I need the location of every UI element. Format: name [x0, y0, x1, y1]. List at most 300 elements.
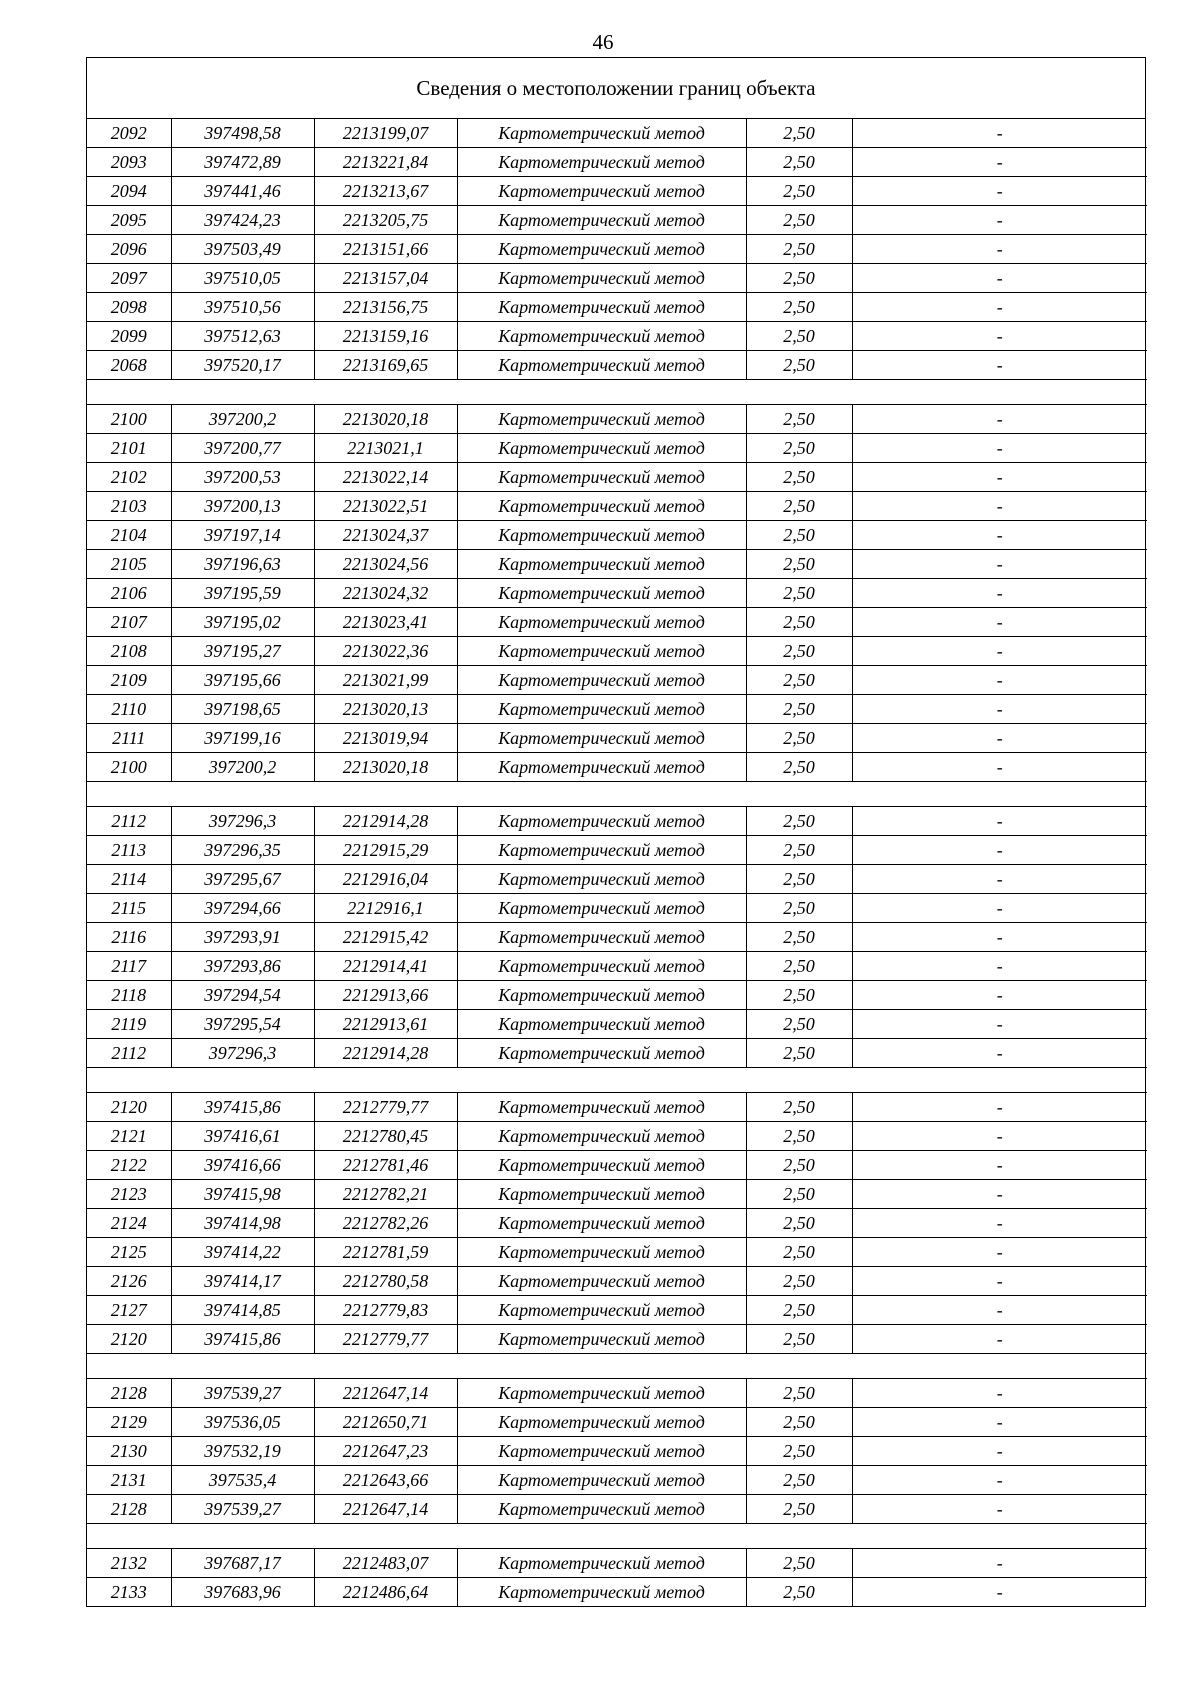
x-coordinate-cell: 397416,66	[171, 1151, 314, 1180]
method-cell: Картометрический метод	[457, 608, 746, 637]
method-cell: Картометрический метод	[457, 1578, 746, 1607]
point-number-cell: 2121	[87, 1122, 171, 1151]
x-coordinate-cell: 397198,65	[171, 695, 314, 724]
method-cell: Картометрический метод	[457, 1296, 746, 1325]
coordinates-table	[87, 119, 1147, 1606]
group-separator-row	[87, 1354, 1147, 1379]
method-cell: Картометрический метод	[457, 1549, 746, 1578]
description-cell: -	[852, 1267, 1147, 1296]
y-coordinate-cell: 2212647,14	[314, 1379, 457, 1408]
accuracy-cell: 2,50	[746, 1180, 852, 1209]
method-cell: Картометрический метод	[457, 695, 746, 724]
y-coordinate-cell: 2212781,59	[314, 1238, 457, 1267]
description-cell: -	[852, 1549, 1147, 1578]
accuracy-cell: 2,50	[746, 1578, 852, 1607]
method-cell: Картометрический метод	[457, 1495, 746, 1524]
description-cell: -	[852, 1010, 1147, 1039]
y-coordinate-cell: 2213151,66	[314, 235, 457, 264]
description-cell: -	[852, 724, 1147, 753]
y-coordinate-cell: 2213019,94	[314, 724, 457, 753]
x-coordinate-cell: 397415,86	[171, 1325, 314, 1354]
table-row	[87, 293, 1147, 322]
x-coordinate-cell: 397532,19	[171, 1437, 314, 1466]
y-coordinate-cell: 2212915,29	[314, 836, 457, 865]
accuracy-cell: 2,50	[746, 836, 852, 865]
point-number-cell: 2126	[87, 1267, 171, 1296]
x-coordinate-cell: 397539,27	[171, 1495, 314, 1524]
description-cell: -	[852, 923, 1147, 952]
point-number-cell: 2108	[87, 637, 171, 666]
x-coordinate-cell: 397510,05	[171, 264, 314, 293]
method-cell: Картометрический метод	[457, 1466, 746, 1495]
point-number-cell: 2112	[87, 1039, 171, 1068]
x-coordinate-cell: 397195,02	[171, 608, 314, 637]
method-cell: Картометрический метод	[457, 521, 746, 550]
point-number-cell: 2099	[87, 322, 171, 351]
description-cell: -	[852, 434, 1147, 463]
description-cell: -	[852, 695, 1147, 724]
y-coordinate-cell: 2212914,28	[314, 807, 457, 836]
accuracy-cell: 2,50	[746, 807, 852, 836]
method-cell: Картометрический метод	[457, 1209, 746, 1238]
y-coordinate-cell: 2212650,71	[314, 1408, 457, 1437]
accuracy-cell: 2,50	[746, 235, 852, 264]
y-coordinate-cell: 2213020,18	[314, 405, 457, 434]
x-coordinate-cell: 397683,96	[171, 1578, 314, 1607]
method-cell: Картометрический метод	[457, 322, 746, 351]
description-cell: -	[852, 579, 1147, 608]
accuracy-cell: 2,50	[746, 1549, 852, 1578]
method-cell: Картометрический метод	[457, 1093, 746, 1122]
y-coordinate-cell: 2213020,18	[314, 753, 457, 782]
table-row	[87, 695, 1147, 724]
y-coordinate-cell: 2213169,65	[314, 351, 457, 380]
x-coordinate-cell: 397536,05	[171, 1408, 314, 1437]
table-row	[87, 1209, 1147, 1238]
point-number-cell: 2111	[87, 724, 171, 753]
accuracy-cell: 2,50	[746, 405, 852, 434]
point-number-cell: 2100	[87, 753, 171, 782]
method-cell: Картометрический метод	[457, 894, 746, 923]
accuracy-cell: 2,50	[746, 1209, 852, 1238]
page-number: 46	[592, 30, 614, 54]
description-cell: -	[852, 177, 1147, 206]
description-cell: -	[852, 1209, 1147, 1238]
y-coordinate-cell: 2213159,16	[314, 322, 457, 351]
point-number-cell: 2104	[87, 521, 171, 550]
accuracy-cell: 2,50	[746, 550, 852, 579]
y-coordinate-cell: 2212913,61	[314, 1010, 457, 1039]
table-row	[87, 1408, 1147, 1437]
accuracy-cell: 2,50	[746, 865, 852, 894]
accuracy-cell: 2,50	[746, 923, 852, 952]
description-cell: -	[852, 322, 1147, 351]
point-number-cell: 2131	[87, 1466, 171, 1495]
accuracy-cell: 2,50	[746, 1408, 852, 1437]
table-row	[87, 981, 1147, 1010]
table-row	[87, 405, 1147, 434]
point-number-cell: 2129	[87, 1408, 171, 1437]
x-coordinate-cell: 397414,98	[171, 1209, 314, 1238]
point-number-cell: 2114	[87, 865, 171, 894]
method-cell: Картометрический метод	[457, 1151, 746, 1180]
y-coordinate-cell: 2213022,51	[314, 492, 457, 521]
accuracy-cell: 2,50	[746, 351, 852, 380]
table-row	[87, 1122, 1147, 1151]
accuracy-cell: 2,50	[746, 322, 852, 351]
description-cell: -	[852, 1122, 1147, 1151]
accuracy-cell: 2,50	[746, 177, 852, 206]
x-coordinate-cell: 397441,46	[171, 177, 314, 206]
method-cell: Картометрический метод	[457, 753, 746, 782]
accuracy-cell: 2,50	[746, 1466, 852, 1495]
description-cell: -	[852, 1151, 1147, 1180]
y-coordinate-cell: 2213024,37	[314, 521, 457, 550]
x-coordinate-cell: 397535,4	[171, 1466, 314, 1495]
method-cell: Картометрический метод	[457, 1122, 746, 1151]
method-cell: Картометрический метод	[457, 1039, 746, 1068]
point-number-cell: 2133	[87, 1578, 171, 1607]
point-number-cell: 2116	[87, 923, 171, 952]
group-separator-cell	[87, 1524, 1147, 1549]
accuracy-cell: 2,50	[746, 434, 852, 463]
method-cell: Картометрический метод	[457, 1437, 746, 1466]
x-coordinate-cell: 397200,2	[171, 753, 314, 782]
accuracy-cell: 2,50	[746, 1122, 852, 1151]
table-row	[87, 148, 1147, 177]
accuracy-cell: 2,50	[746, 695, 852, 724]
point-number-cell: 2098	[87, 293, 171, 322]
description-cell: -	[852, 492, 1147, 521]
y-coordinate-cell: 2212916,04	[314, 865, 457, 894]
group-separator-cell	[87, 380, 1147, 405]
table-row	[87, 264, 1147, 293]
table-row	[87, 463, 1147, 492]
table-row	[87, 1296, 1147, 1325]
group-separator-cell	[87, 782, 1147, 807]
point-number-cell: 2095	[87, 206, 171, 235]
method-cell: Картометрический метод	[457, 119, 746, 148]
point-number-cell: 2110	[87, 695, 171, 724]
y-coordinate-cell: 2212643,66	[314, 1466, 457, 1495]
point-number-cell: 2123	[87, 1180, 171, 1209]
table-row	[87, 753, 1147, 782]
method-cell: Картометрический метод	[457, 492, 746, 521]
point-number-cell: 2105	[87, 550, 171, 579]
group-separator-row	[87, 1524, 1147, 1549]
method-cell: Картометрический метод	[457, 724, 746, 753]
method-cell: Картометрический метод	[457, 666, 746, 695]
point-number-cell: 2103	[87, 492, 171, 521]
x-coordinate-cell: 397197,14	[171, 521, 314, 550]
y-coordinate-cell: 2212916,1	[314, 894, 457, 923]
table-title: Сведения о местоположении границ объекта	[87, 58, 1145, 119]
x-coordinate-cell: 397294,66	[171, 894, 314, 923]
accuracy-cell: 2,50	[746, 981, 852, 1010]
table-row	[87, 1093, 1147, 1122]
x-coordinate-cell: 397200,53	[171, 463, 314, 492]
description-cell: -	[852, 608, 1147, 637]
accuracy-cell: 2,50	[746, 724, 852, 753]
description-cell: -	[852, 753, 1147, 782]
table-row	[87, 206, 1147, 235]
y-coordinate-cell: 2212779,83	[314, 1296, 457, 1325]
description-cell: -	[852, 981, 1147, 1010]
accuracy-cell: 2,50	[746, 148, 852, 177]
table-row	[87, 1549, 1147, 1578]
x-coordinate-cell: 397294,54	[171, 981, 314, 1010]
x-coordinate-cell: 397510,56	[171, 293, 314, 322]
y-coordinate-cell: 2212915,42	[314, 923, 457, 952]
point-number-cell: 2128	[87, 1495, 171, 1524]
table-row	[87, 1437, 1147, 1466]
method-cell: Картометрический метод	[457, 1408, 746, 1437]
table-row	[87, 1325, 1147, 1354]
method-cell: Картометрический метод	[457, 177, 746, 206]
y-coordinate-cell: 2213156,75	[314, 293, 457, 322]
description-cell: -	[852, 1578, 1147, 1607]
table-row	[87, 1180, 1147, 1209]
description-cell: -	[852, 521, 1147, 550]
description-cell: -	[852, 1408, 1147, 1437]
y-coordinate-cell: 2212779,77	[314, 1093, 457, 1122]
x-coordinate-cell: 397195,66	[171, 666, 314, 695]
table-row	[87, 351, 1147, 380]
description-cell: -	[852, 894, 1147, 923]
y-coordinate-cell: 2212782,21	[314, 1180, 457, 1209]
boundary-table-frame	[86, 57, 1146, 1607]
table-row	[87, 434, 1147, 463]
x-coordinate-cell: 397296,35	[171, 836, 314, 865]
x-coordinate-cell: 397539,27	[171, 1379, 314, 1408]
point-number-cell: 2120	[87, 1325, 171, 1354]
description-cell: -	[852, 405, 1147, 434]
point-number-cell: 2107	[87, 608, 171, 637]
accuracy-cell: 2,50	[746, 463, 852, 492]
y-coordinate-cell: 2213199,07	[314, 119, 457, 148]
point-number-cell: 2115	[87, 894, 171, 923]
accuracy-cell: 2,50	[746, 1495, 852, 1524]
group-separator-cell	[87, 1068, 1147, 1093]
method-cell: Картометрический метод	[457, 579, 746, 608]
description-cell: -	[852, 1296, 1147, 1325]
accuracy-cell: 2,50	[746, 1267, 852, 1296]
coordinates-table-body	[87, 119, 1147, 1606]
method-cell: Картометрический метод	[457, 206, 746, 235]
x-coordinate-cell: 397200,77	[171, 434, 314, 463]
point-number-cell: 2124	[87, 1209, 171, 1238]
table-row	[87, 807, 1147, 836]
accuracy-cell: 2,50	[746, 1151, 852, 1180]
description-cell: -	[852, 1325, 1147, 1354]
y-coordinate-cell: 2212781,46	[314, 1151, 457, 1180]
method-cell: Картометрический метод	[457, 148, 746, 177]
point-number-cell: 2109	[87, 666, 171, 695]
y-coordinate-cell: 2213021,1	[314, 434, 457, 463]
table-row	[87, 492, 1147, 521]
point-number-cell: 2120	[87, 1093, 171, 1122]
table-row	[87, 119, 1147, 148]
y-coordinate-cell: 2212913,66	[314, 981, 457, 1010]
x-coordinate-cell: 397503,49	[171, 235, 314, 264]
group-separator-row	[87, 1068, 1147, 1093]
point-number-cell: 2094	[87, 177, 171, 206]
point-number-cell: 2117	[87, 952, 171, 981]
method-cell: Картометрический метод	[457, 463, 746, 492]
x-coordinate-cell: 397414,22	[171, 1238, 314, 1267]
table-row	[87, 177, 1147, 206]
table-row	[87, 1578, 1147, 1607]
description-cell: -	[852, 1466, 1147, 1495]
point-number-cell: 2097	[87, 264, 171, 293]
x-coordinate-cell: 397416,61	[171, 1122, 314, 1151]
point-number-cell: 2113	[87, 836, 171, 865]
description-cell: -	[852, 1180, 1147, 1209]
accuracy-cell: 2,50	[746, 1379, 852, 1408]
table-row	[87, 836, 1147, 865]
method-cell: Картометрический метод	[457, 1267, 746, 1296]
y-coordinate-cell: 2213023,41	[314, 608, 457, 637]
table-row	[87, 724, 1147, 753]
point-number-cell: 2092	[87, 119, 171, 148]
x-coordinate-cell: 397296,3	[171, 1039, 314, 1068]
point-number-cell: 2068	[87, 351, 171, 380]
x-coordinate-cell: 397424,23	[171, 206, 314, 235]
x-coordinate-cell: 397195,27	[171, 637, 314, 666]
method-cell: Картометрический метод	[457, 235, 746, 264]
accuracy-cell: 2,50	[746, 1010, 852, 1039]
accuracy-cell: 2,50	[746, 1437, 852, 1466]
table-row	[87, 1379, 1147, 1408]
x-coordinate-cell: 397293,91	[171, 923, 314, 952]
description-cell: -	[852, 148, 1147, 177]
y-coordinate-cell: 2212647,14	[314, 1495, 457, 1524]
accuracy-cell: 2,50	[746, 753, 852, 782]
point-number-cell: 2101	[87, 434, 171, 463]
y-coordinate-cell: 2213021,99	[314, 666, 457, 695]
x-coordinate-cell: 397195,59	[171, 579, 314, 608]
table-row	[87, 666, 1147, 695]
y-coordinate-cell: 2212647,23	[314, 1437, 457, 1466]
accuracy-cell: 2,50	[746, 119, 852, 148]
x-coordinate-cell: 397200,13	[171, 492, 314, 521]
y-coordinate-cell: 2212780,58	[314, 1267, 457, 1296]
y-coordinate-cell: 2213022,14	[314, 463, 457, 492]
point-number-cell: 2093	[87, 148, 171, 177]
description-cell: -	[852, 637, 1147, 666]
description-cell: -	[852, 550, 1147, 579]
method-cell: Картометрический метод	[457, 923, 746, 952]
x-coordinate-cell: 397296,3	[171, 807, 314, 836]
y-coordinate-cell: 2213022,36	[314, 637, 457, 666]
point-number-cell: 2096	[87, 235, 171, 264]
description-cell: -	[852, 351, 1147, 380]
point-number-cell: 2118	[87, 981, 171, 1010]
method-cell: Картометрический метод	[457, 1010, 746, 1039]
description-cell: -	[852, 119, 1147, 148]
table-row	[87, 865, 1147, 894]
description-cell: -	[852, 836, 1147, 865]
y-coordinate-cell: 2212914,41	[314, 952, 457, 981]
method-cell: Картометрический метод	[457, 293, 746, 322]
method-cell: Картометрический метод	[457, 550, 746, 579]
table-row	[87, 1010, 1147, 1039]
point-number-cell: 2122	[87, 1151, 171, 1180]
accuracy-cell: 2,50	[746, 894, 852, 923]
point-number-cell: 2132	[87, 1549, 171, 1578]
y-coordinate-cell: 2212486,64	[314, 1578, 457, 1607]
method-cell: Картометрический метод	[457, 952, 746, 981]
description-cell: -	[852, 1093, 1147, 1122]
table-row	[87, 1466, 1147, 1495]
description-cell: -	[852, 293, 1147, 322]
description-cell: -	[852, 206, 1147, 235]
y-coordinate-cell: 2212914,28	[314, 1039, 457, 1068]
point-number-cell: 2112	[87, 807, 171, 836]
x-coordinate-cell: 397295,54	[171, 1010, 314, 1039]
point-number-cell: 2106	[87, 579, 171, 608]
x-coordinate-cell: 397687,17	[171, 1549, 314, 1578]
accuracy-cell: 2,50	[746, 1296, 852, 1325]
accuracy-cell: 2,50	[746, 637, 852, 666]
point-number-cell: 2125	[87, 1238, 171, 1267]
y-coordinate-cell: 2213213,67	[314, 177, 457, 206]
table-row	[87, 637, 1147, 666]
group-separator-row	[87, 782, 1147, 807]
x-coordinate-cell: 397520,17	[171, 351, 314, 380]
accuracy-cell: 2,50	[746, 1039, 852, 1068]
point-number-cell: 2100	[87, 405, 171, 434]
method-cell: Картометрический метод	[457, 264, 746, 293]
accuracy-cell: 2,50	[746, 1238, 852, 1267]
method-cell: Картометрический метод	[457, 434, 746, 463]
y-coordinate-cell: 2213221,84	[314, 148, 457, 177]
table-row	[87, 1039, 1147, 1068]
y-coordinate-cell: 2212483,07	[314, 1549, 457, 1578]
x-coordinate-cell: 397200,2	[171, 405, 314, 434]
accuracy-cell: 2,50	[746, 608, 852, 637]
table-row	[87, 1267, 1147, 1296]
x-coordinate-cell: 397512,63	[171, 322, 314, 351]
x-coordinate-cell: 397199,16	[171, 724, 314, 753]
description-cell: -	[852, 865, 1147, 894]
x-coordinate-cell: 397414,17	[171, 1267, 314, 1296]
y-coordinate-cell: 2213024,32	[314, 579, 457, 608]
x-coordinate-cell: 397415,98	[171, 1180, 314, 1209]
description-cell: -	[852, 1437, 1147, 1466]
accuracy-cell: 2,50	[746, 206, 852, 235]
y-coordinate-cell: 2213205,75	[314, 206, 457, 235]
accuracy-cell: 2,50	[746, 1325, 852, 1354]
table-row	[87, 550, 1147, 579]
method-cell: Картометрический метод	[457, 1379, 746, 1408]
y-coordinate-cell: 2212779,77	[314, 1325, 457, 1354]
x-coordinate-cell: 397295,67	[171, 865, 314, 894]
table-row	[87, 894, 1147, 923]
accuracy-cell: 2,50	[746, 264, 852, 293]
method-cell: Картометрический метод	[457, 1238, 746, 1267]
table-row	[87, 579, 1147, 608]
method-cell: Картометрический метод	[457, 836, 746, 865]
y-coordinate-cell: 2213020,13	[314, 695, 457, 724]
group-separator-cell	[87, 1354, 1147, 1379]
table-row	[87, 1495, 1147, 1524]
point-number-cell: 2119	[87, 1010, 171, 1039]
table-row	[87, 952, 1147, 981]
method-cell: Картометрический метод	[457, 865, 746, 894]
description-cell: -	[852, 463, 1147, 492]
accuracy-cell: 2,50	[746, 521, 852, 550]
